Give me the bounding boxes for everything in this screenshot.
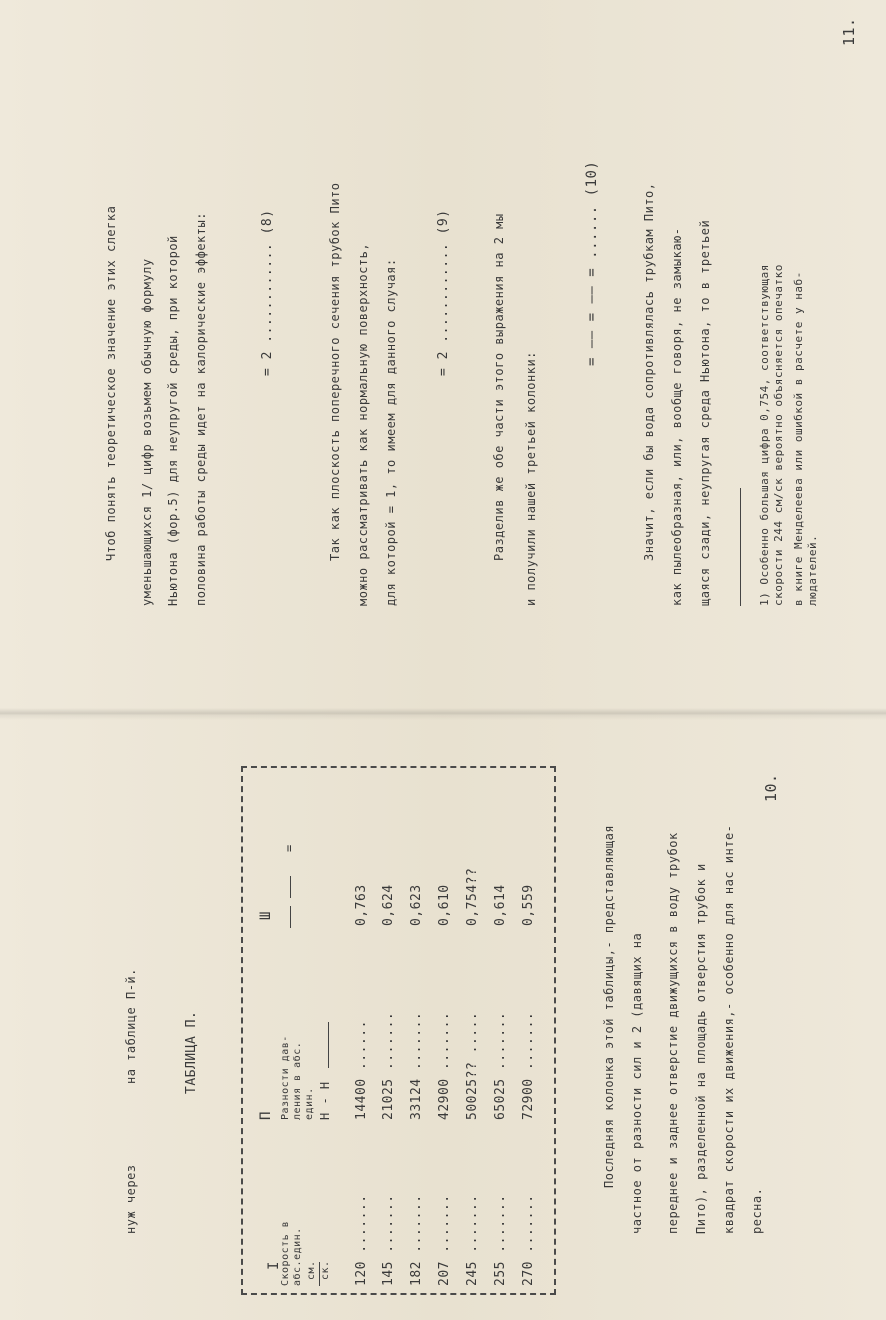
footnote-line-4: людателей. <box>806 534 819 606</box>
p11-para4-line-1: Значит, если бы вода сопротивлялась трубкам Пито, <box>642 182 656 561</box>
intro-line-left: нуж через <box>124 1164 138 1234</box>
row-3-speed: 182 ....... <box>409 1194 424 1286</box>
col2-label-3: един. <box>304 1087 315 1120</box>
p11-para2-line-2: можно рассматривать как нормальную поверхность, <box>356 242 370 606</box>
row-6-speed: 255 ....... <box>493 1194 508 1286</box>
page-number-11: 11. <box>840 17 858 46</box>
row-6-diff: 65025 ....... <box>493 1011 508 1120</box>
p11-para1-line-2: уменьшающихся 1/ цифр возьмем обычную формулу <box>140 258 154 606</box>
p11-para4-line-3: щаяся сзади, неупругая среда Ньютона, то в третьей <box>698 219 712 606</box>
equation-9: = 2 ............ (9) <box>436 209 451 376</box>
footnote-line-1: 1) Особенно большая цифра 0,754, соответствующая <box>758 264 771 606</box>
p11-para4-line-2: как пылеобразная, или, вообще говоря, не замыкаю- <box>670 227 684 606</box>
footnote-rule <box>740 488 741 606</box>
col3-fraction-bar-1 <box>290 906 291 928</box>
row-7-speed: 270 ....... <box>521 1194 536 1286</box>
col3-number: Ш <box>258 911 274 920</box>
page-number-10: 10. <box>762 773 780 802</box>
page-10 <box>0 712 886 1320</box>
row-4-speed: 207 ....... <box>437 1194 452 1286</box>
para-line-5: квадрат скорости их движения,- особенно для нас инте- <box>722 824 736 1234</box>
row-1-ratio: 0,763 <box>354 884 369 926</box>
row-3-ratio: 0,623 <box>409 884 424 926</box>
row-7-diff: 72900 ....... <box>521 1011 536 1120</box>
row-1-speed: 120 ....... <box>354 1194 369 1286</box>
col2-formula: Н - Н <box>318 1081 332 1120</box>
col2-label-1: Разности дав- <box>280 1035 291 1120</box>
col2-number: П <box>258 1111 274 1120</box>
p11-para3-line-2: и получили нашей третьей колонки: <box>524 351 538 606</box>
para-line-4: Пито), разделенной на площадь отверстия трубок и <box>694 863 708 1234</box>
row-2-speed: 145 ....... <box>381 1194 396 1286</box>
p11-para3-line-1: Разделив же обе части этого выражения на 2 мы <box>492 213 506 561</box>
para-line-3: переднее и заднее отверстие движущихся в воду трубок <box>666 832 680 1234</box>
p11-para2-line-1: Так как плоскость поперечного сечения трубок Пито <box>328 182 342 561</box>
para-line-6: ресна. <box>750 1187 764 1234</box>
p11-para1-line-1: Чтоб понять теоретическое значение этих слегка <box>104 205 118 561</box>
row-5-ratio: 0,754?? <box>465 867 480 926</box>
col2-label-2: ления в абс. <box>292 1041 303 1120</box>
row-2-ratio: 0,624 <box>381 884 396 926</box>
row-4-ratio: 0,610 <box>437 884 452 926</box>
para-line-1: Последняя колонка этой таблицы,- представляющая <box>602 824 616 1188</box>
equation-10: = —— = —— = ...... (10) <box>584 160 600 366</box>
row-5-speed: 245 ....... <box>465 1194 480 1286</box>
p11-para1-line-4: половина работы среды идет на калорические эффекты: <box>194 212 208 606</box>
p11-para2-line-3: для которой = 1, то имеем для данного случая: <box>384 258 398 606</box>
row-7-ratio: 0,559 <box>521 884 536 926</box>
row-1-diff: 14400 ...... <box>354 1020 369 1120</box>
col1-unit-den: ск. <box>320 1260 331 1280</box>
row-4-diff: 42900 ....... <box>437 1011 452 1120</box>
col1-unit-num: см. <box>306 1260 317 1280</box>
col3-fraction-bar-2 <box>290 876 291 898</box>
col1-number: I <box>266 1261 282 1270</box>
footnote-line-2: скорости 244 см/ск вероятно объясняется опечатко <box>772 264 785 606</box>
footnote-line-3: в книге Менделеева или ошибкой в расчете у наб- <box>792 271 805 606</box>
row-6-ratio: 0,614 <box>493 884 508 926</box>
row-3-diff: 33124 ....... <box>409 1011 424 1120</box>
equation-8: = 2 ............ (8) <box>260 209 275 376</box>
p11-para1-line-3: Ньютона (фор.5) для неупругой среды, при которой <box>166 235 180 606</box>
col1-label-1: Скорость в <box>280 1220 291 1286</box>
col3-equals: = <box>282 844 296 852</box>
intro-line-right: на таблице П-й. <box>124 968 138 1084</box>
table-title: ТАБЛИЦА П. <box>184 1010 199 1094</box>
row-5-diff: 50025?? ..... <box>465 1011 480 1120</box>
row-2-diff: 21025 ....... <box>381 1011 396 1120</box>
col1-label-2: абс.един. <box>292 1227 303 1286</box>
para-line-2: частное от разности сил и 2 (давящих на <box>630 932 644 1234</box>
col2-formula-bar <box>328 1022 329 1068</box>
